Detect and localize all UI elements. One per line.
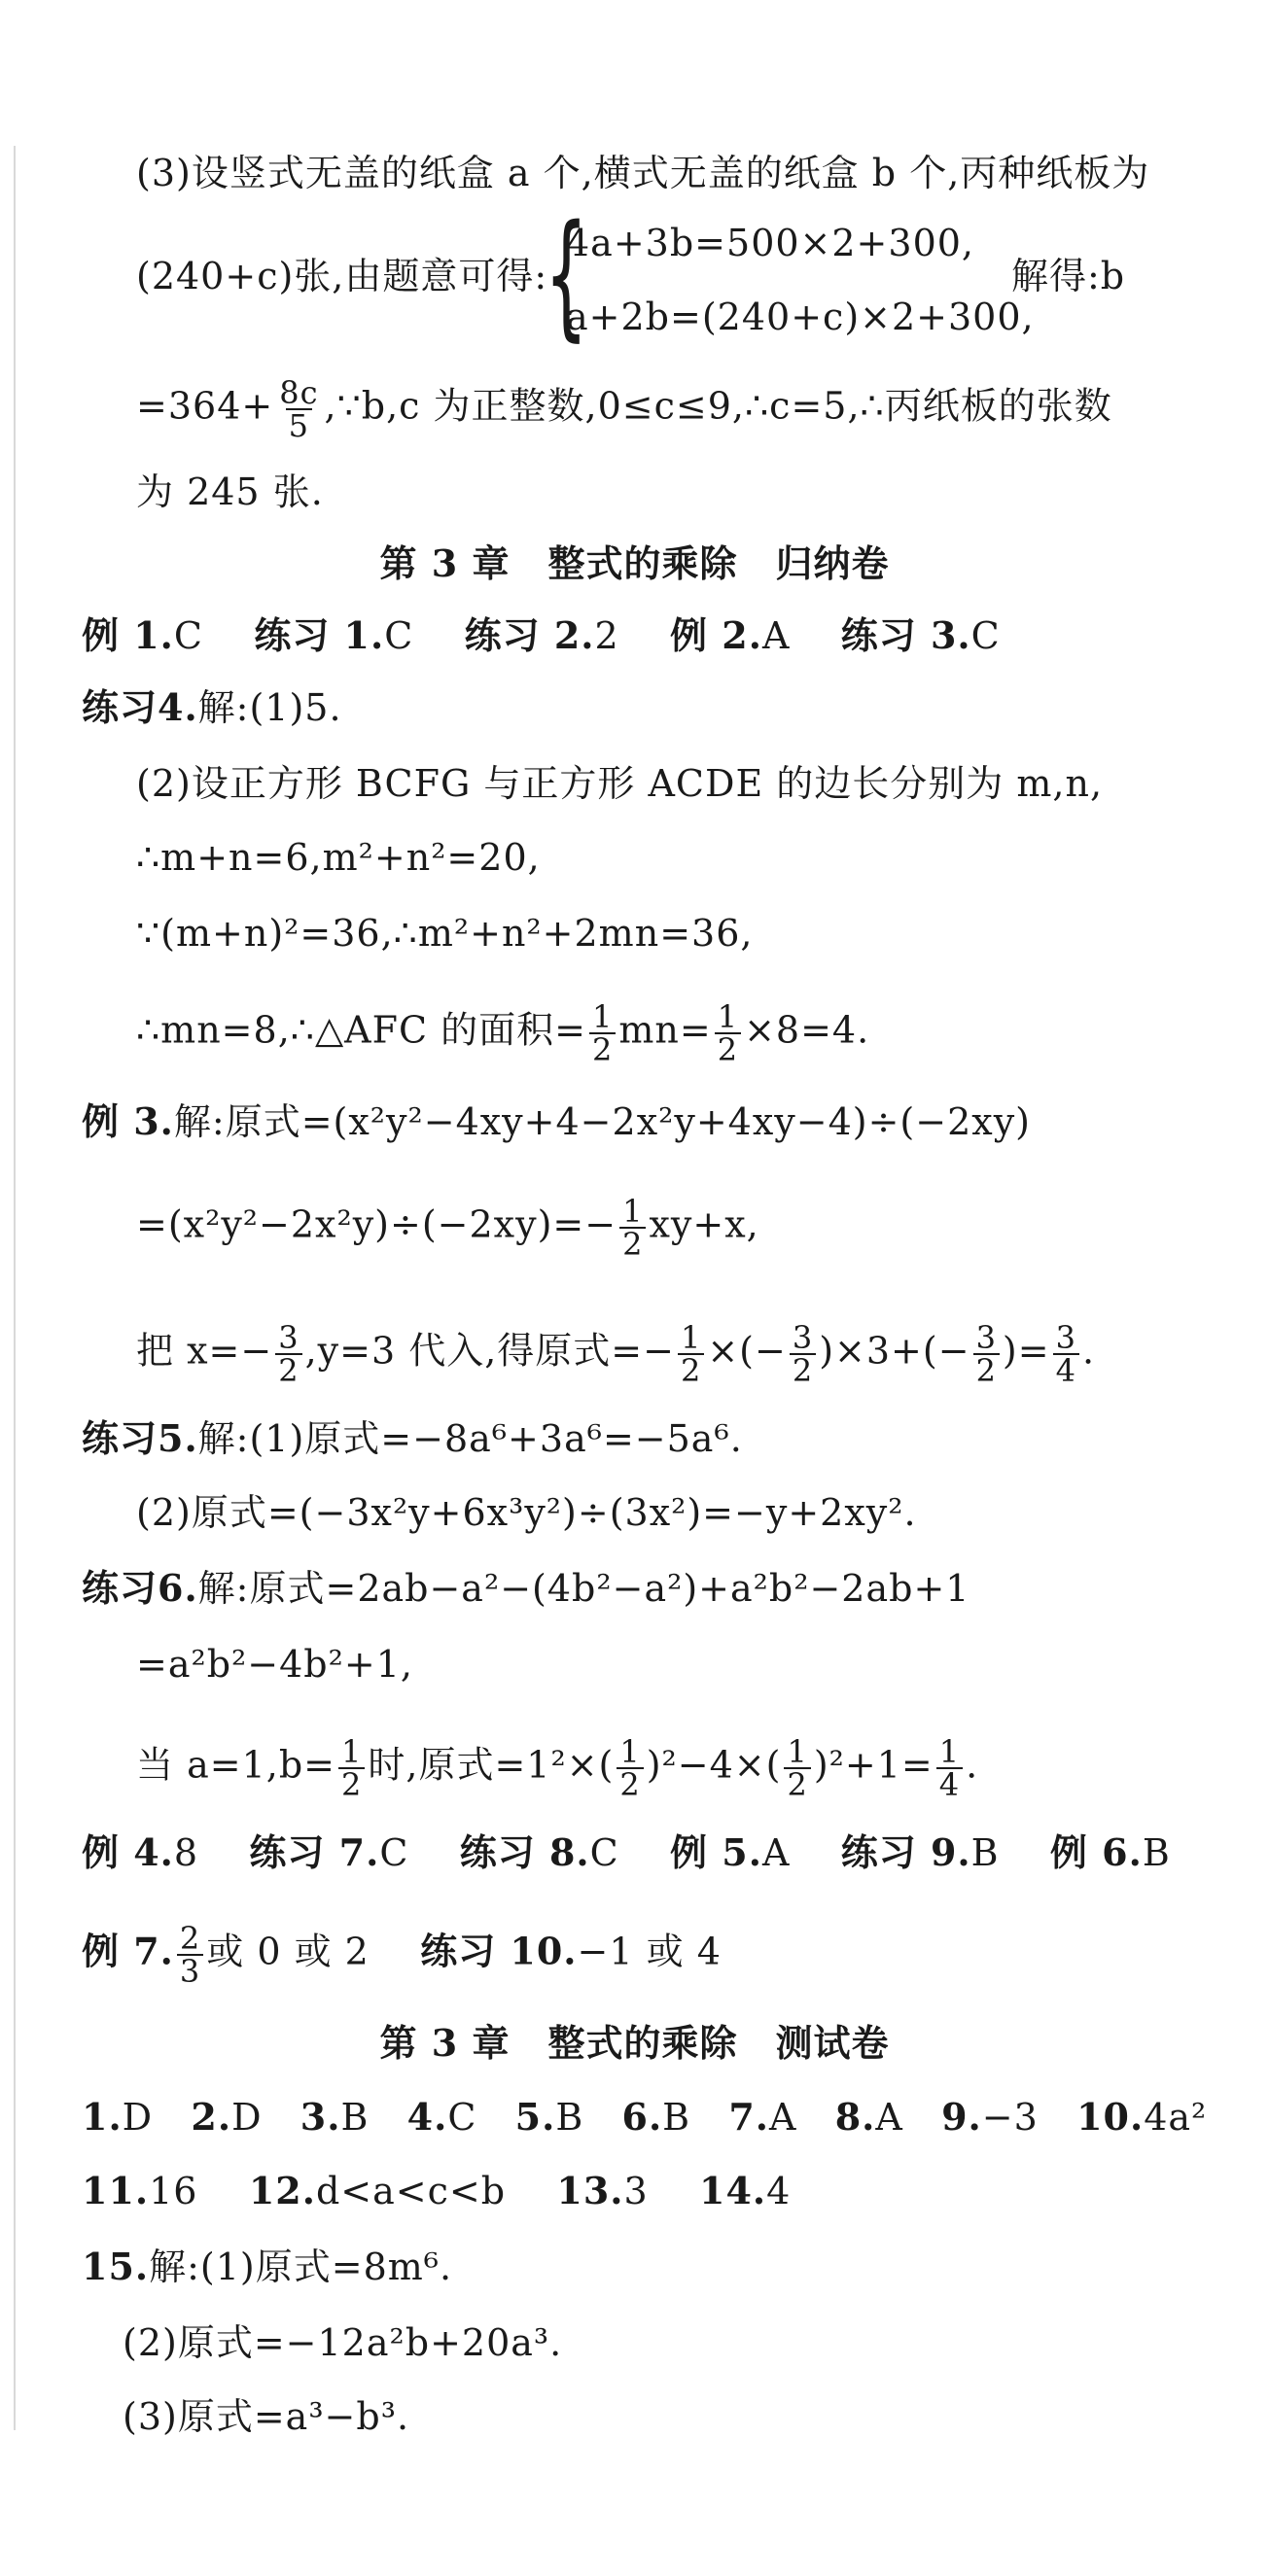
intro-line-3: =364+ $\frac{8c}{5}$ ,∵b,c 为正整数,0≤c≤9,∴c=5,∴丙纸板的张数 (136, 374, 1112, 444)
intro-line-1: (3)设竖式无盖的纸盒 a 个,横式无盖的纸盒 b 个,丙种纸板为 (136, 152, 1150, 194)
example-3-line-1: 例 3.解:原式=(x²y²−4xy+4−2x²y+4xy−4)÷(−2xy) (82, 1099, 1031, 1143)
exercise-6-line-2: =a²b²−4b²+1, (136, 1643, 413, 1686)
answers-row-2: 例 4.8 练习 7.C 练习 8.C 例 5.A 练习 9.B 例 6.B (82, 1830, 1171, 1874)
intro-line-4: 为 245 张. (136, 470, 324, 513)
fraction: $\frac{3}{2}$ (973, 1322, 1000, 1386)
fraction: $\frac{1}{2}$ (678, 1322, 704, 1386)
intro-solve-label: 解得:b (1011, 255, 1126, 297)
answers-row-3: 例 7. $\frac{2}{3}$ 或 0 或 2 练习 10.−1 或 4 (82, 1920, 722, 1990)
equation-1: 4a+3b=500×2+300, (566, 222, 975, 264)
exercise-4-line-4: ∵(m+n)²=36,∴m²+n²+2mn=36, (136, 912, 754, 955)
exercise-6-line-3: 当 a=1,b= $\frac{1}{2}$ 时,原式=1²×( $\frac{1}{2}$ )²−4×( $\frac{1}{2}$ )²+1= $\frac{1}{4}$ . (136, 1733, 979, 1803)
fraction: $\frac{1}{2}$ (617, 1736, 643, 1800)
exercise-6-line-1: 练习6.解:原式=2ab−a²−(4b²−a²)+a²b²−2ab+1 (82, 1566, 970, 1610)
test-answers-row-1: 1.D 2.D 3.B 4.C 5.B 6.B 7.A 8.A 9.−3 10.4a² (82, 2095, 1208, 2139)
fraction: $\frac{3}{2}$ (275, 1322, 301, 1386)
answers-row-1: 例 1.C 练习 1.C 练习 2.2 例 2.A 练习 3.C (82, 613, 1001, 657)
exercise-4-line-1: 练习4.解:(1)5. (82, 685, 342, 729)
exercise-5-line-2: (2)原式=(−3x²y+6x³y²)÷(3x²)=−y+2xy². (136, 1491, 917, 1534)
fraction: $\frac{8c}{5}$ (279, 374, 319, 444)
fraction: $\frac{1}{2}$ (589, 1001, 616, 1065)
fraction: $\frac{1}{4}$ (936, 1736, 963, 1800)
fraction: $\frac{1}{2}$ (784, 1736, 810, 1800)
question-15-line-1: 15.解:(1)原式=8m⁶. (82, 2245, 453, 2288)
section-heading-summary: 第 3 章 整式的乘除 归纳卷 (379, 541, 890, 585)
question-15-line-3: (3)原式=a³−b³. (123, 2395, 410, 2438)
fraction: $\frac{1}{2}$ (338, 1736, 365, 1800)
fraction: $\frac{2}{3}$ (177, 1923, 203, 1987)
section-heading-test: 第 3 章 整式的乘除 测试卷 (379, 2021, 890, 2065)
fraction: $\frac{1}{2}$ (715, 1001, 741, 1065)
brace-icon: { (545, 196, 588, 355)
example-3-line-2: =(x²y²−2x²y)÷(−2xy)=− $\frac{1}{2}$ xy+x, (136, 1193, 759, 1263)
fraction: $\frac{3}{4}$ (1053, 1322, 1079, 1386)
question-15-line-2: (2)原式=−12a²b+20a³. (123, 2321, 563, 2364)
fraction: $\frac{3}{2}$ (790, 1322, 816, 1386)
equation-2: a+2b=(240+c)×2+300, (566, 296, 1035, 338)
example-3-line-3: 把 x=− $\frac{3}{2}$ ,y=3 代入,得原式=− $\frac{1}{2}$ ×(− $\frac{3}{2}$ )×3+(− $\frac{3}{2}$ )= $\frac{3}{4}$ . (136, 1319, 1096, 1389)
fraction: $\frac{1}{2}$ (619, 1196, 646, 1260)
exercise-4-line-3: ∴m+n=6,m²+n²=20, (136, 836, 541, 879)
exercise-5-line-1: 练习5.解:(1)原式=−8a⁶+3a⁶=−5a⁶. (82, 1416, 743, 1460)
test-answers-row-2: 11.16 12.d<a<c<b 13.3 14.4 (82, 2169, 792, 2212)
exercise-4-line-5: ∴mn=8,∴△AFC 的面积= $\frac{1}{2}$ mn= $\frac{1}{2}$ ×8=4. (136, 998, 870, 1068)
intro-line-2: (240+c)张,由题意可得: (136, 255, 548, 297)
left-margin-line (14, 146, 16, 2430)
exercise-4-line-2: (2)设正方形 BCFG 与正方形 ACDE 的边长分别为 m,n, (136, 762, 1104, 805)
